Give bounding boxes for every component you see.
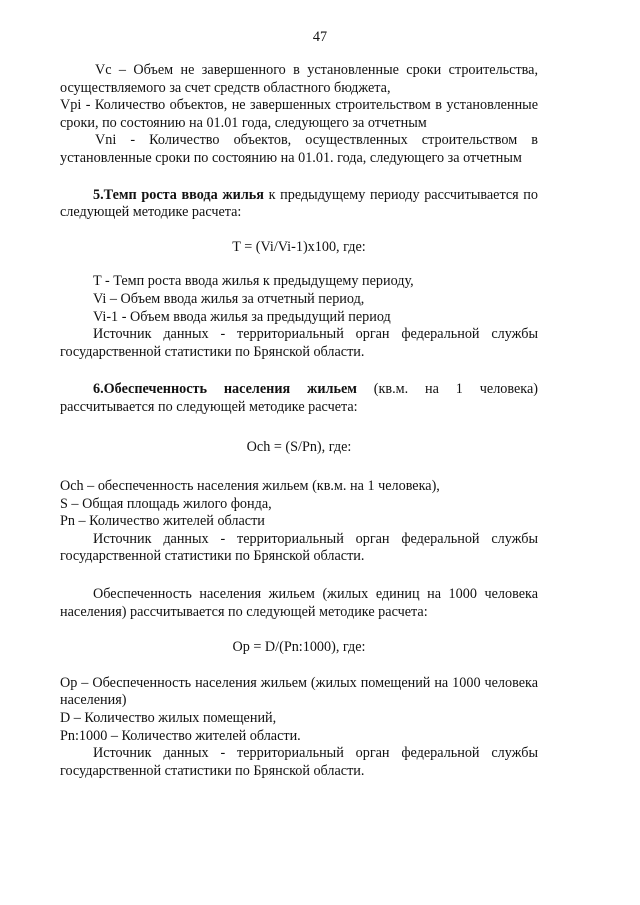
section6-def-s: S – Общая площадь жилого фонда, xyxy=(60,495,272,512)
section7-def-pn1000: Pn:1000 – Количество жителей области. xyxy=(60,727,301,744)
section6-formula: Och = (S/Pn), где: xyxy=(246,438,352,455)
page-number: 47 xyxy=(312,29,328,45)
section7-def-op-line1: Op – Обеспеченность населения жильем (жилых помещений на 1000 человека xyxy=(60,674,538,691)
page-content xyxy=(60,62,538,780)
section7-intro-line2: населения) рассчитывается по следующей методике расчета: xyxy=(60,603,428,620)
section6-source-line1: Источник данных - территориальный орган федеральной службы xyxy=(93,530,538,547)
section6-heading-line2: рассчитывается по следующей методике расчета: xyxy=(60,398,358,415)
section6-heading-bold: 6.Обеспеченность населения жильем xyxy=(93,381,357,398)
section5-heading-rest: к предыдущему периоду рассчитывается по xyxy=(263,186,538,203)
section7-def-d: D – Количество жилых помещений, xyxy=(60,710,277,727)
section5-def-t: T - Темп роста ввода жилья к предыдущему периоду, xyxy=(93,273,414,290)
section5-source-line1: Источник данных - территориальный орган федеральной службы xyxy=(93,326,538,343)
vc-definition-line1: Vc – Объем не завершенного в установленные сроки строительства, xyxy=(95,62,538,78)
vni-definition-line1: Vni - Количество объектов, осуществленных строительством в xyxy=(95,132,538,149)
section6-heading xyxy=(60,381,538,399)
vpi-definition-line2: сроки, по состоянию на 01.01 года, следующего за отчетным xyxy=(60,114,427,131)
section5-source-line2: государственной статистики по Брянской области. xyxy=(60,343,365,360)
section7-source-line2: государственной статистики по Брянской области. xyxy=(60,762,365,779)
section5-heading-bold: 5.Темп роста ввода жилья xyxy=(93,186,264,203)
vpi-definition-line1: Vpi - Количество объектов, не завершенных строительством в установленные xyxy=(60,97,538,114)
section5-def-vi: Vi – Объем ввода жилья за отчетный период, xyxy=(93,290,365,307)
section5-def-vi1: Vi-1 - Объем ввода жилья за предыдущий период xyxy=(93,308,391,325)
section6-heading-rest: (кв.м. на 1 человека) xyxy=(356,381,538,398)
section5-heading-line2: следующей методике расчета: xyxy=(60,204,242,221)
vni-definition-line2: установленные сроки по состоянию на 01.01. года, следующего за отчетным xyxy=(60,149,522,166)
section7-source-line1: Источник данных - территориальный орган федеральной службы xyxy=(93,745,538,762)
section5-formula: T = (Vi/Vi-1)x100, где: xyxy=(232,238,366,255)
section6-source-line2: государственной статистики по Брянской области. xyxy=(60,548,365,565)
section6-def-pn: Pn – Количество жителей области xyxy=(60,513,265,530)
section7-formula: Op = D/(Pn:1000), где: xyxy=(232,639,366,656)
section7-def-op-line2: населения) xyxy=(60,692,127,709)
vc-definition-line2: осуществляемого за счет средств областного бюджета, xyxy=(60,79,391,96)
section7-intro-line1: Обеспеченность населения жильем (жилых единиц на 1000 человека xyxy=(93,586,538,603)
section6-def-och: Och – обеспеченность населения жильем (кв.м. на 1 человека), xyxy=(60,478,440,495)
section5-heading xyxy=(60,187,538,205)
